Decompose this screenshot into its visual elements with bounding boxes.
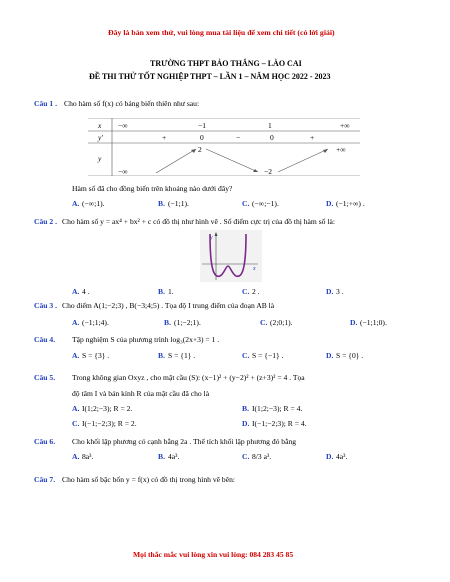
table-x-value: −1 — [198, 121, 206, 130]
option-c-label: C. — [72, 419, 80, 428]
option-b-text: (1;−2;1). — [174, 318, 201, 327]
option-c-text: 8/3 a³. — [252, 452, 272, 461]
table-x-value: 1 — [268, 121, 272, 130]
question-number: Câu 4. — [34, 335, 56, 344]
option-c-text: S = {−1} . — [252, 351, 284, 360]
option-a-label: A. — [72, 452, 80, 461]
option-c-label: C. — [242, 287, 250, 296]
option-c-label: C. — [242, 452, 250, 461]
exam-title: ĐỀ THI THỬ TỐT NGHIỆP THPT – LẦN 1 – NĂM HỌC 2022 - 2023 — [89, 72, 331, 81]
option-b-label: B. — [158, 287, 165, 296]
table-y-value: −2 — [264, 167, 272, 176]
option-a-text: (−∞;1). — [82, 199, 105, 208]
question-text: Tập nghiệm S của phương trình log₃(2x+3) = 1 . — [72, 335, 220, 344]
option-b-text: 4a³. — [168, 452, 180, 461]
school-name: TRƯỜNG THPT BẢO THẮNG – LÀO CAI — [150, 59, 302, 68]
option-d-label: D. — [350, 318, 358, 327]
question-text: Trong không gian Oxyz , cho mặt cầu (S): (x−1)² + (y−2)² + (z+3)² = 4 . Tọa — [72, 373, 305, 382]
option-a-text: 4 . — [82, 287, 90, 296]
option-a-label: A. — [72, 404, 80, 413]
option-a-label: A. — [72, 318, 80, 327]
option-c-label: C. — [242, 351, 250, 360]
option-a-label: A. — [72, 351, 80, 360]
graph-x-label: x — [253, 266, 256, 272]
option-d-label: D. — [326, 199, 334, 208]
question-number: Câu 7. — [34, 475, 56, 484]
option-d-text: (−1;1;0). — [360, 318, 387, 327]
option-d-label: D. — [326, 287, 334, 296]
option-d-text: 4a³. — [336, 452, 348, 461]
table-x-value: +∞ — [340, 121, 350, 130]
option-b-text: I(1;2;−3); R = 4. — [252, 404, 303, 413]
option-a-text: S = {3} . — [82, 351, 110, 360]
option-d-text: (−1;+∞) . — [336, 199, 365, 208]
quartic-graph — [200, 230, 262, 282]
option-d-text: 3 . — [336, 287, 344, 296]
option-b-label: B. — [164, 318, 171, 327]
question-prompt: Hàm số đã cho đồng biến trên khoảng nào dưới đây? — [72, 184, 233, 193]
question-text: Cho hàm số f(x) có bảng biến thiên như sau: — [64, 99, 200, 108]
table-y-label: y — [98, 154, 102, 163]
option-d-label: D. — [326, 351, 334, 360]
option-a-text: 8a³. — [82, 452, 94, 461]
option-c-label: C. — [242, 199, 250, 208]
question-number: Câu 1 . — [34, 99, 57, 108]
option-c-text: (2;0;1). — [270, 318, 293, 327]
option-c-text: I(−1;−2;3); R = 2. — [82, 419, 137, 428]
option-a-text: I(1;2;−3); R = 2. — [82, 404, 133, 413]
option-b-text: (−1;1). — [168, 199, 189, 208]
option-d-label: D. — [326, 452, 334, 461]
option-a-text: (−1;1;4). — [82, 318, 109, 327]
question-number: Câu 2 . — [34, 217, 57, 226]
option-c-text: (−∞;−1). — [252, 199, 279, 208]
table-sign: 0 — [200, 133, 204, 142]
option-d-label: D. — [242, 419, 250, 428]
question-number: Câu 6. — [34, 437, 56, 446]
option-c-text: 2 . — [252, 287, 260, 296]
table-y-value: −∞ — [118, 167, 128, 176]
table-x-value: −∞ — [118, 121, 128, 130]
table-derivative-label: y' — [98, 133, 103, 142]
table-x-label: x — [98, 121, 102, 130]
preview-banner: Đây là bản xem thử, vui lòng mua tài liệu để xem chi tiết (có lời giải) — [108, 28, 335, 37]
table-y-value: +∞ — [336, 145, 346, 154]
table-sign: − — [236, 133, 241, 142]
question-text: Cho điểm A(1;−2;3) , B(−3;4;5) . Tọa độ I trung điểm của đoạn AB là — [62, 301, 275, 310]
question-text: Cho khối lập phương có cạnh bằng 2a . Thể tích khối lập phương đó bằng — [72, 437, 297, 446]
footer-contact: Mọi thắc mắc vui lòng xin vui lòng: 084 283 45 85 — [133, 550, 294, 559]
option-b-label: B. — [158, 452, 165, 461]
question-number: Câu 3 . — [34, 301, 57, 310]
option-a-label: A. — [72, 199, 80, 208]
question-text: Cho hàm số y = ax⁴ + bx² + c có đồ thị như hình vẽ . Số điểm cực trị của đồ thị hàm số là: — [62, 217, 335, 226]
option-b-label: B. — [158, 199, 165, 208]
graph-y-label: y — [210, 235, 213, 241]
option-b-label: B. — [158, 351, 165, 360]
option-d-text: I(−1;−2;3); R = 4. — [252, 419, 307, 428]
table-sign: 0 — [270, 133, 274, 142]
variation-table — [88, 118, 360, 176]
option-b-text: 1. — [168, 287, 174, 296]
option-a-label: A. — [72, 287, 80, 296]
question-text: Cho hàm số bậc bốn y = f(x) có đồ thị trong hình vẽ bên: — [62, 475, 236, 484]
question-text-continued: độ tâm I và bán kính R của mặt cầu đã cho là — [72, 389, 210, 398]
question-number: Câu 5. — [34, 373, 56, 382]
option-b-label: B. — [242, 404, 249, 413]
table-sign: + — [162, 133, 167, 142]
option-d-text: S = {0} . — [336, 351, 364, 360]
table-y-value: 2 — [198, 145, 202, 154]
option-b-text: S = {1} . — [168, 351, 196, 360]
table-sign: + — [310, 133, 315, 142]
option-c-label: C. — [260, 318, 268, 327]
